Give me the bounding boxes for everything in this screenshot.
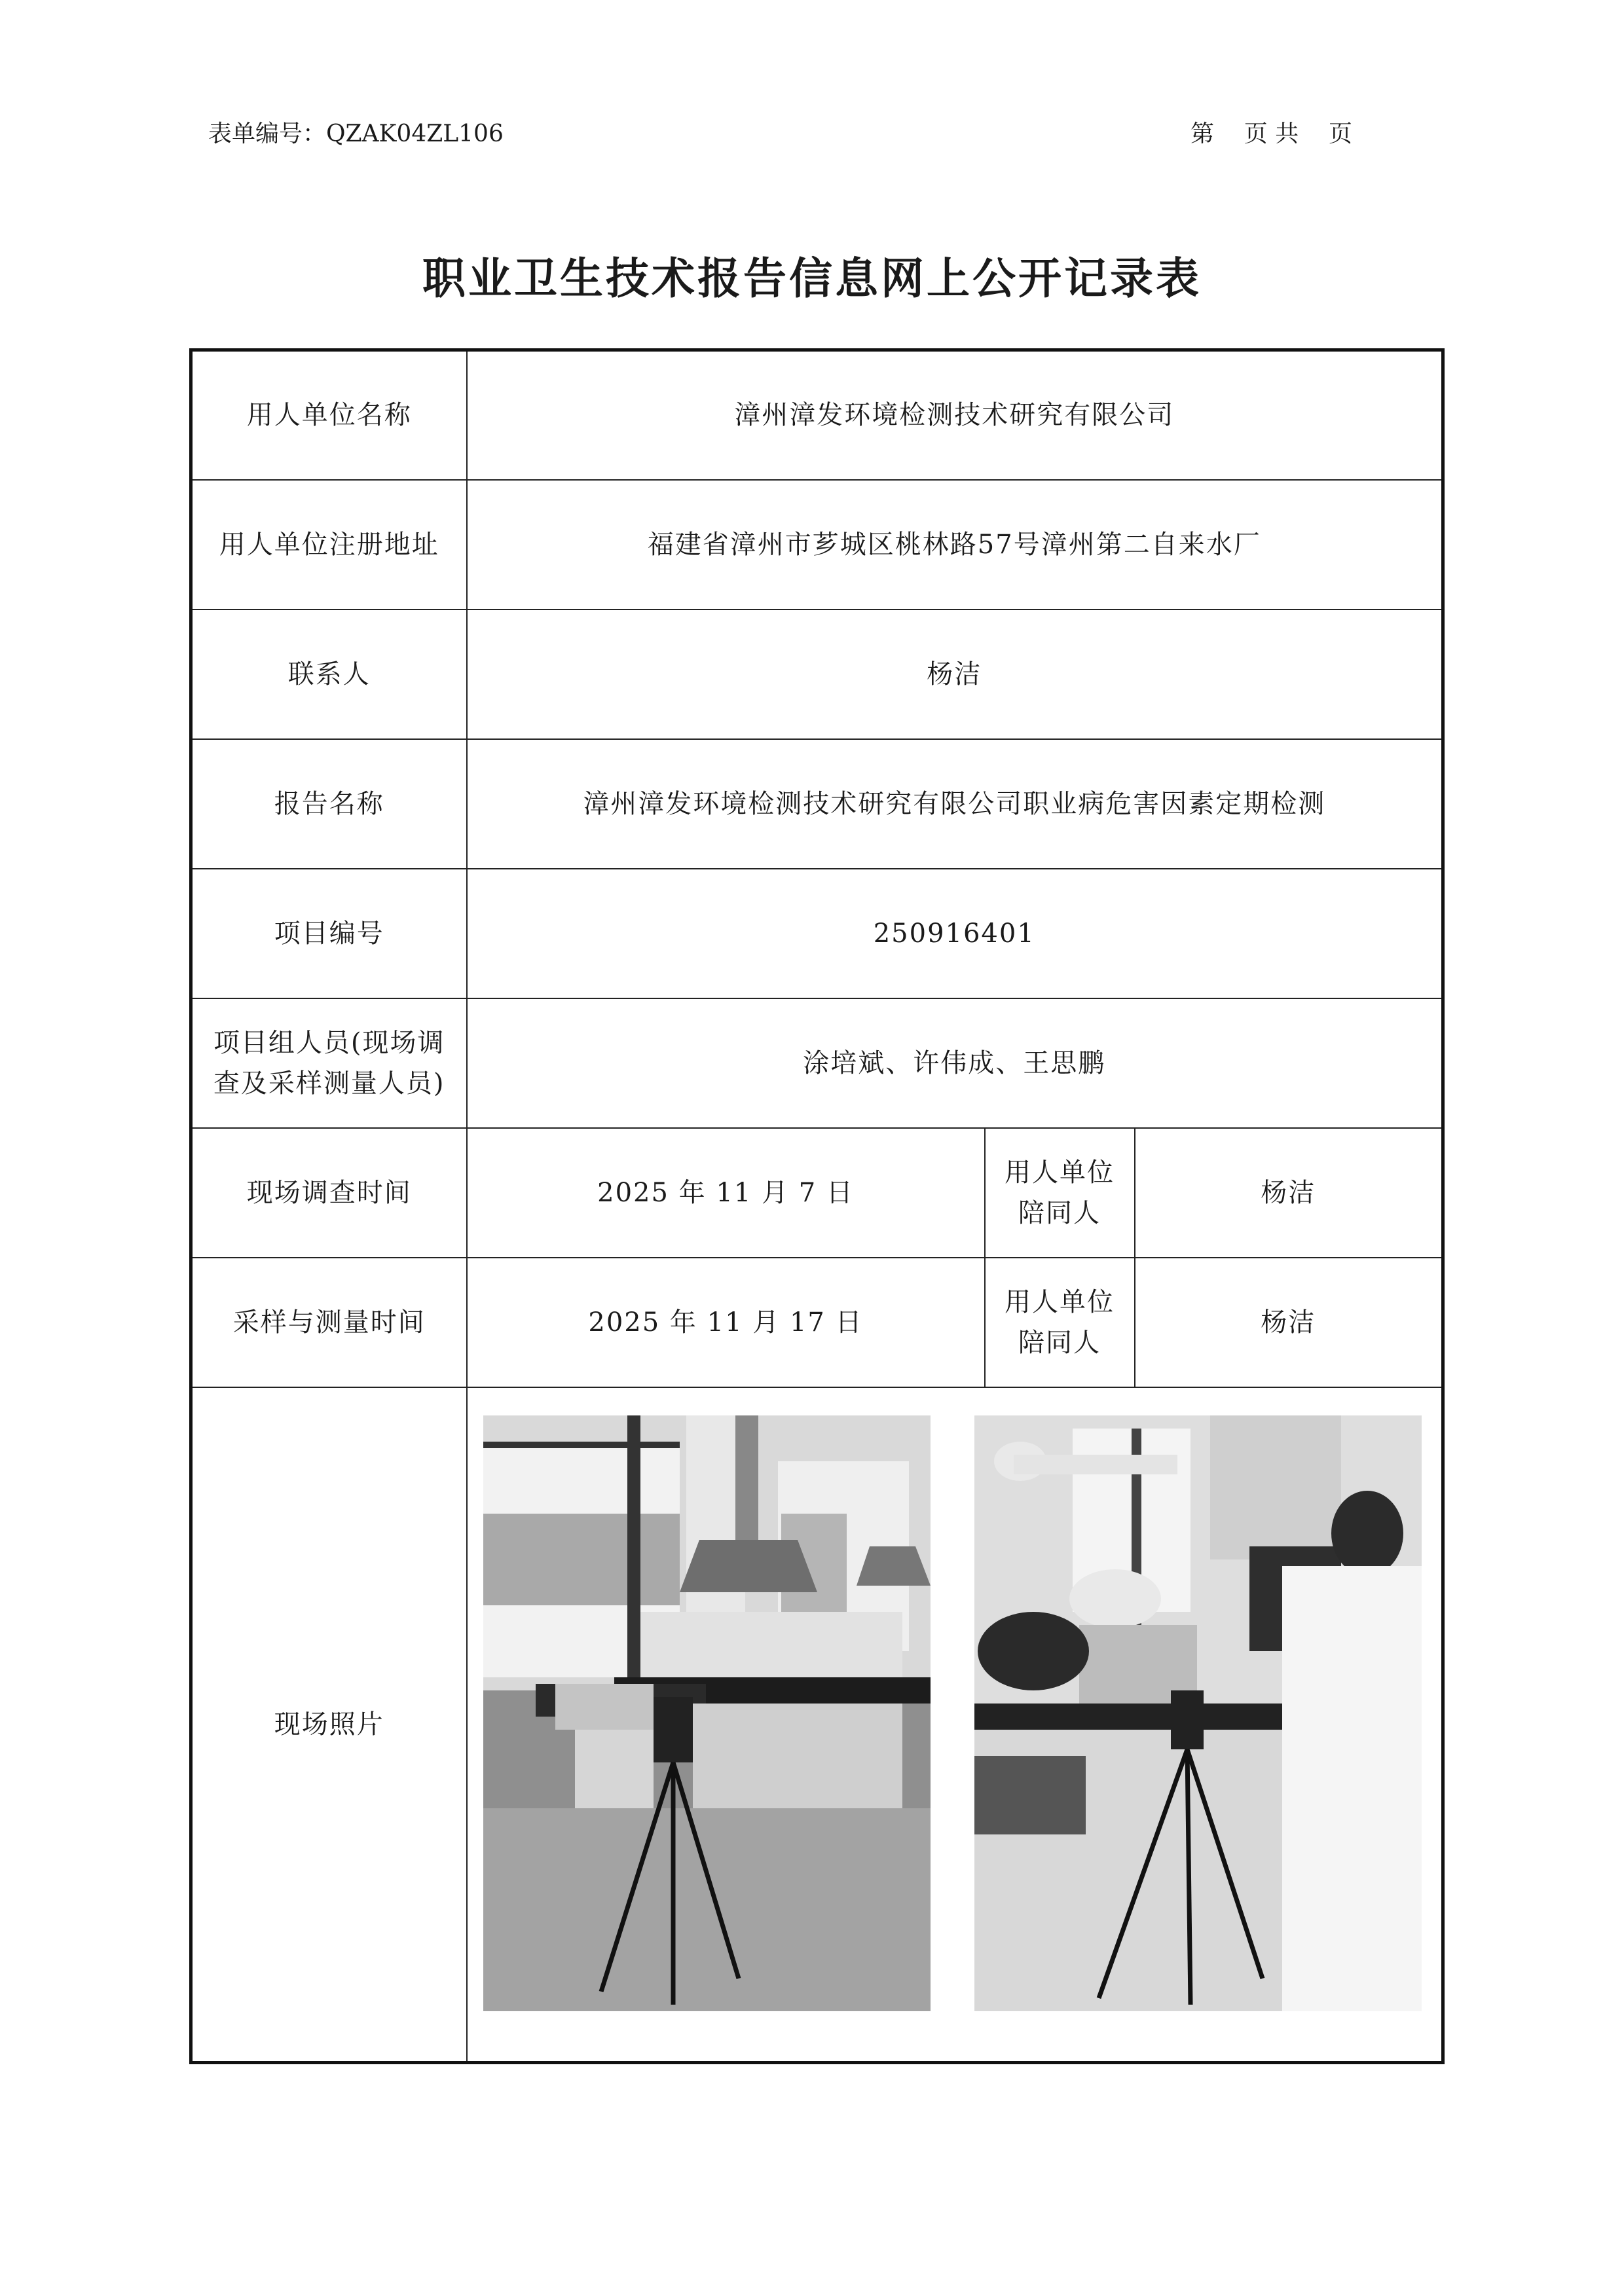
label-team-line2: 查及采样测量人员): [213, 1068, 445, 1099]
label-photos: 现场照片: [191, 1387, 467, 2063]
row-sampling-time: [191, 1258, 1443, 1387]
row-survey-time: [191, 1128, 1443, 1258]
label-survey-escort: [985, 1128, 1135, 1258]
row-contact: [191, 610, 1443, 739]
form-number: 表单编号：QZAK04ZL106: [208, 120, 504, 147]
label-sampling-time: 采样与测量时间: [191, 1258, 467, 1387]
label-employer-address: 用人单位注册地址: [191, 480, 467, 610]
value-contact: 杨洁: [467, 610, 1443, 739]
row-photos: [191, 1387, 1443, 2063]
label-survey-escort-line1: 用人单位: [1005, 1157, 1115, 1188]
label-sampling-escort: [985, 1258, 1135, 1387]
record-table: [189, 348, 1445, 2064]
value-employer-name: 漳州漳发环境检测技术研究有限公司: [467, 350, 1443, 480]
row-report-name: [191, 739, 1443, 869]
value-sampling-time: 2025 年 11 月 17 日: [467, 1258, 985, 1387]
row-employer-name: [191, 350, 1443, 480]
value-survey-escort: 杨洁: [1135, 1128, 1443, 1258]
label-sampling-escort-line1: 用人单位: [1005, 1286, 1115, 1317]
row-project-no: [191, 869, 1443, 998]
label-employer-name: 用人单位名称: [191, 350, 467, 480]
photos-cell: [467, 1387, 1443, 2063]
label-team: [191, 998, 467, 1128]
document-title: 职业卫生技术报告信息网上公开记录表: [422, 253, 1202, 304]
label-contact: 联系人: [191, 610, 467, 739]
value-team: 涂培斌、许伟成、王思鹏: [467, 998, 1443, 1128]
label-survey-escort-line2: 陪同人: [1018, 1197, 1101, 1228]
row-team: [191, 998, 1443, 1128]
value-employer-address: 福建省漳州市芗城区桃林路57号漳州第二自来水厂: [467, 480, 1443, 610]
row-employer-address: [191, 480, 1443, 610]
label-sampling-escort-line2: 陪同人: [1018, 1327, 1101, 1358]
site-photo-lab-sampler: [483, 1415, 931, 2011]
label-survey-time: 现场调查时间: [191, 1128, 467, 1258]
value-project-no: 250916401: [467, 869, 1443, 998]
label-report-name: 报告名称: [191, 739, 467, 869]
page-info: 第 页 共 页: [1190, 120, 1352, 147]
site-photo-lab-technician: [974, 1415, 1422, 2011]
label-team-line1: 项目组人员(现场调: [213, 1027, 445, 1058]
value-sampling-escort: 杨洁: [1135, 1258, 1443, 1387]
value-report-name: 漳州漳发环境检测技术研究有限公司职业病危害因素定期检测: [467, 739, 1443, 869]
value-survey-time: 2025 年 11 月 7 日: [467, 1128, 985, 1258]
label-project-no: 项目编号: [191, 869, 467, 998]
